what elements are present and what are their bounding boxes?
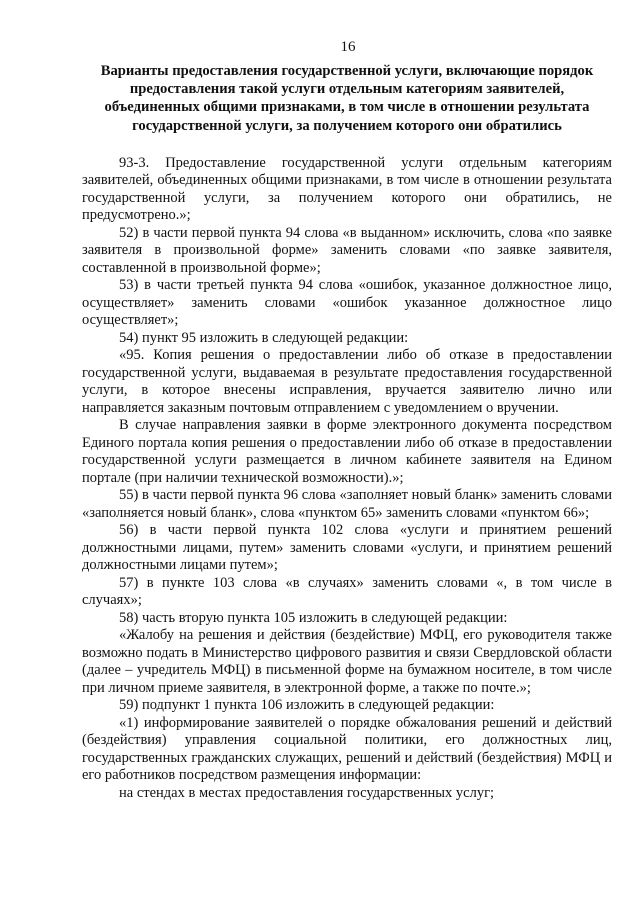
paragraph-53: 53) в части третьей пункта 94 слова «ошибок, указанное должностное лицо, осуществляет» заменить словами «ошибок указанное должностное лицо осуществляет»;	[82, 277, 612, 329]
document-body	[82, 155, 612, 803]
page-number: 16	[340, 39, 356, 55]
paragraph-54: 54) пункт 95 изложить в следующей редакции:	[119, 329, 409, 346]
paragraph-58: 58) часть вторую пункта 105 изложить в следующей редакции:	[119, 609, 508, 626]
paragraph-93-3: 93-3. Предоставление государственной услуги отдельным категориям заявителей, объединенных общими признаками, в том числе в отношении результата государственной услуги, за получением которого они обратились, не предусмотрено.»;	[82, 154, 612, 224]
paragraph-95: «95. Копия решения о предоставлении либо об отказе в предоставлении государственной услуги, выдаваемая в результате предоставления государственной услуги, в которое внесены исправления, вручается заявителю лично или направляется заказным почтовым отправлением с уведомлением о вручении.	[82, 347, 612, 416]
paragraph-55: 55) в части первой пункта 96 слова «заполняет новый бланк» заменить словами «заполняется новый бланк», слова «пунктом 65» заменить словами «пунктом 66»;	[82, 487, 612, 521]
paragraph-59-subitem-1: «1) информирование заявителей о порядке обжалования решений и действий (бездействия) управления социальной политики, его должностных лиц, государственных гражданских служащих, решений и действий (бездействия) МФЦ и его работников посредством размещения информации:	[82, 714, 612, 784]
paragraph-52: 52) в части первой пункта 94 слова «в выданном» исключить, слова «по заявке заявителя в произвольной форме» заменить словами «по заявке заявителя, составленной в произвольной форме»;	[82, 224, 612, 276]
paragraph-95-part-2: В случае направления заявки в форме электронного документа посредством Единого портала копия решения о предоставлении либо об отказе в предоставлении государственной услуги размещается в личном кабинете заявителя на Едином портале (при наличии технической возможности).»;	[82, 417, 612, 486]
paragraph-58-quote: «Жалобу на решения и действия (бездействие) МФЦ, его руководителя также возможно подать в Министерство цифрового развития и связи Свердловской области (далее – учредитель МФЦ) в письменной форме на бумажном носителе, в том числе при личном приеме заявителя, в электронной форме, а также по почте.»;	[82, 627, 612, 696]
paragraph-57: 57) в пункте 103 слова «в случаях» заменить словами «, в том числе в случаях»;	[82, 574, 612, 609]
paragraph-59: 59) подпункт 1 пункта 106 изложить в следующей редакции:	[119, 697, 495, 714]
paragraph-59-stands: на стендах в местах предоставления государственных услуг;	[119, 784, 495, 801]
section-heading: Варианты предоставления государственной услуги, включающие порядок предоставления такой услуги отдельным категориям заявителей, объединенных общими признаками, в том числе в отношении результата государственной услуги, за получением которого они обратились	[100, 63, 594, 134]
paragraph-56: 56) в части первой пункта 102 слова «услуги и принятием решений должностными лицами, путем» заменить словами «услуги, и принятием решений должностными лицами путем»;	[82, 522, 612, 574]
